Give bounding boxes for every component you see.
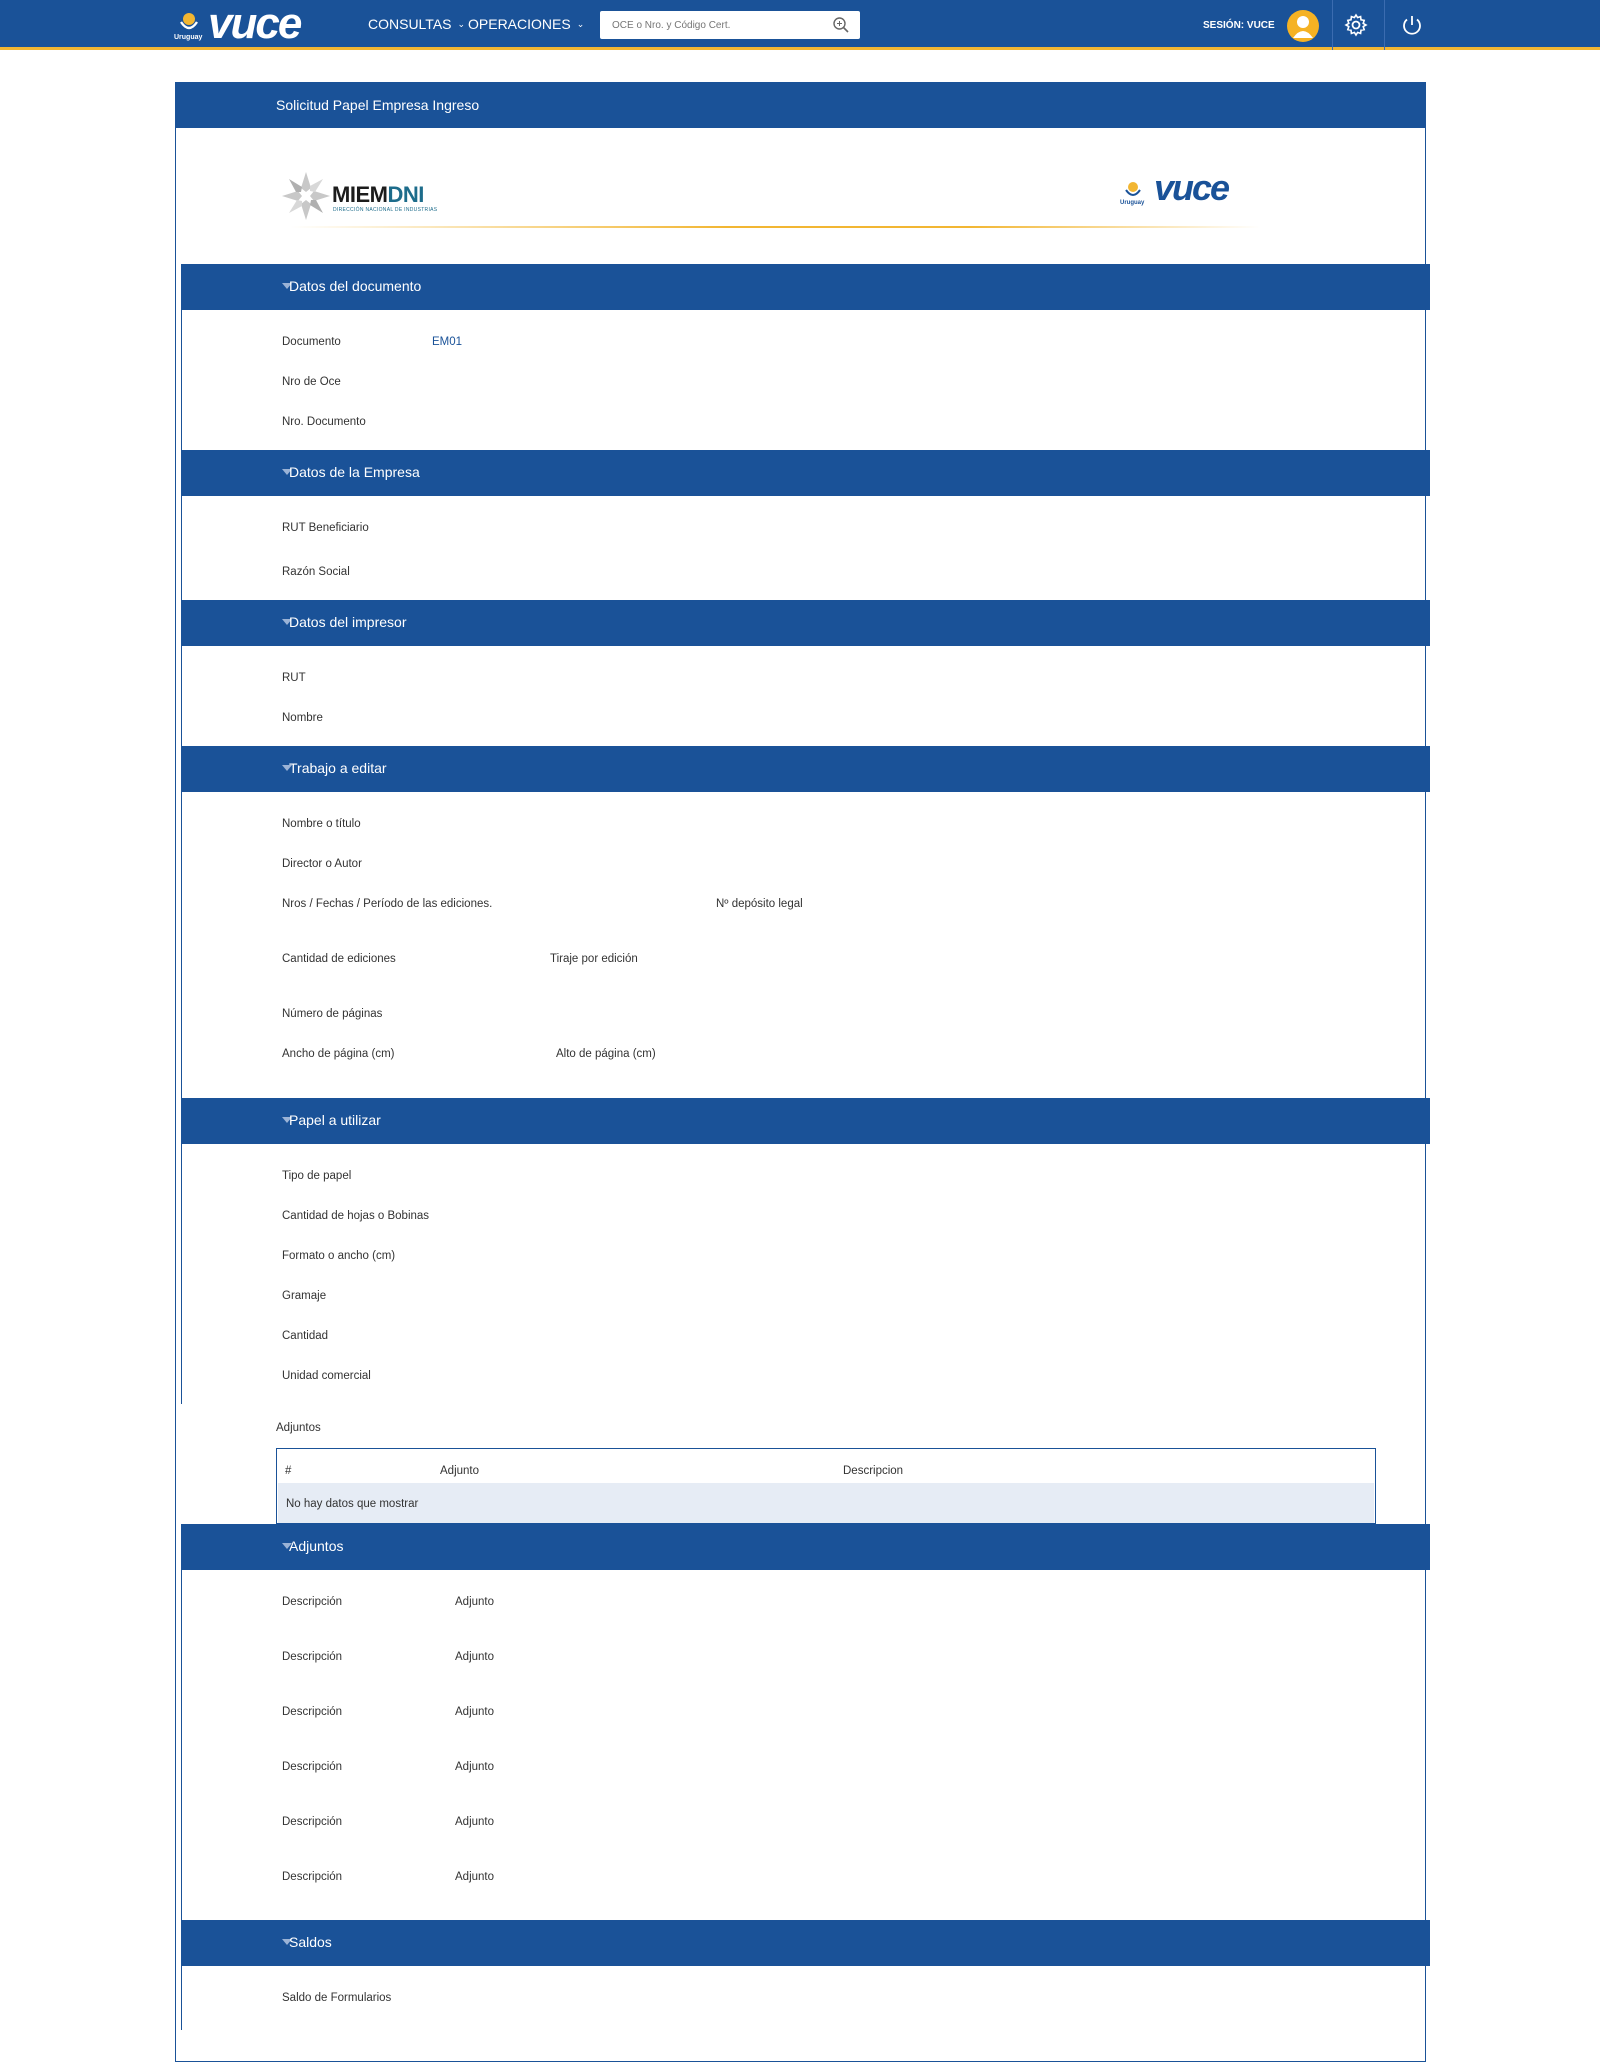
section-title: Papel a utilizar — [289, 1112, 381, 1128]
adjunto-label: Adjunto — [455, 1871, 495, 1883]
column-header-number[interactable]: # — [285, 1465, 292, 1477]
miem-dni-logo-text — [332, 182, 424, 208]
section-title: Trabajo a editar — [289, 760, 387, 776]
section-border — [181, 1144, 182, 1404]
miem-star-icon — [280, 170, 332, 222]
nav-consultas-label: CONSULTAS — [368, 16, 452, 32]
saldo-formularios-label: Saldo de Formularios — [282, 1992, 392, 2004]
miem-text: MIEM — [332, 182, 388, 207]
descripcion-label: Descripción — [282, 1596, 343, 1608]
vuce-logo-word: vuce — [1154, 167, 1229, 208]
topbar-divider — [1332, 0, 1333, 50]
nro-oce-label: Nro de Oce — [282, 376, 341, 388]
adjunto-label: Adjunto — [455, 1706, 495, 1718]
top-navigation-bar — [0, 0, 1600, 50]
uruguay-sun-icon — [178, 10, 200, 34]
panel-header — [175, 82, 1426, 128]
nav-operaciones[interactable] — [468, 16, 584, 32]
gear-icon[interactable] — [1344, 13, 1368, 37]
cantidad-label: Cantidad — [282, 1330, 329, 1342]
adjunto-label: Adjunto — [455, 1651, 495, 1663]
section-saldos[interactable] — [181, 1920, 1430, 1966]
logos-banner — [280, 168, 1280, 232]
vuce-logo-secondary — [1120, 167, 1250, 212]
vuce-logo-country: Uruguay — [1120, 200, 1145, 206]
form-panel — [175, 82, 1426, 2062]
nro-documento-label: Nro. Documento — [282, 416, 366, 428]
descripcion-label: Descripción — [282, 1706, 343, 1718]
chevron-down-icon: ⌄ — [576, 19, 585, 29]
search-icon[interactable] — [832, 16, 850, 34]
adjunto-label: Adjunto — [455, 1761, 495, 1773]
ancho-pagina-label: Ancho de página (cm) — [282, 1048, 395, 1060]
topbar-divider — [1384, 0, 1385, 50]
director-autor-label: Director o Autor — [282, 858, 362, 870]
cantidad-hojas-label: Cantidad de hojas o Bobinas — [282, 1210, 430, 1222]
empty-message: No hay datos que mostrar — [286, 1498, 419, 1510]
brand-word: vuce — [208, 0, 301, 48]
unidad-comercial-label: Unidad comercial — [282, 1370, 371, 1382]
section-datos-documento[interactable] — [181, 264, 1430, 310]
descripcion-label: Descripción — [282, 1816, 343, 1828]
session-label: SESIÓN: VUCE — [1203, 20, 1275, 31]
documento-value: EM01 — [432, 336, 463, 348]
section-border — [181, 646, 182, 746]
adjuntos-table-title: Adjuntos — [276, 1422, 321, 1434]
table-empty-row — [278, 1483, 1374, 1523]
panel-title: Solicitud Papel Empresa Ingreso — [276, 97, 480, 113]
deposito-legal-label: Nº depósito legal — [716, 898, 803, 910]
rut-impresor-label: RUT — [282, 672, 306, 684]
vuce-logo[interactable] — [174, 0, 314, 48]
section-border — [181, 1570, 182, 1920]
section-trabajo-editar[interactable] — [181, 746, 1430, 792]
chevron-down-icon: ⌄ — [457, 19, 466, 29]
brand-country: Uruguay — [174, 34, 203, 41]
cantidad-ediciones-label: Cantidad de ediciones — [282, 953, 396, 965]
section-title: Datos del impresor — [289, 614, 407, 630]
section-datos-empresa[interactable] — [181, 450, 1430, 496]
gramaje-label: Gramaje — [282, 1290, 327, 1302]
miem-dni-subtitle: DIRECCIÓN NACIONAL DE INDUSTRIAS — [333, 207, 438, 213]
section-datos-impresor[interactable] — [181, 600, 1430, 646]
numero-paginas-label: Número de páginas — [282, 1008, 383, 1020]
nombre-impresor-label: Nombre — [282, 712, 323, 724]
adjunto-label: Adjunto — [455, 1816, 495, 1828]
descripcion-label: Descripción — [282, 1651, 343, 1663]
razon-social-label: Razón Social — [282, 566, 350, 578]
search-box — [600, 11, 860, 39]
alto-pagina-label: Alto de página (cm) — [556, 1048, 656, 1060]
uruguay-sun-icon — [1124, 180, 1142, 200]
user-icon — [1287, 10, 1319, 42]
section-border — [181, 1966, 182, 2030]
documento-label: Documento — [282, 336, 341, 348]
section-border — [181, 496, 182, 600]
adjuntos-table — [276, 1448, 1376, 1524]
tiraje-label: Tiraje por edición — [550, 953, 638, 965]
column-header-descripcion[interactable]: Descripcion — [843, 1465, 904, 1477]
adjunto-label: Adjunto — [455, 1596, 495, 1608]
formato-ancho-label: Formato o ancho (cm) — [282, 1250, 396, 1262]
descripcion-label: Descripción — [282, 1871, 343, 1883]
dni-text: DNI — [387, 182, 424, 207]
power-icon[interactable] — [1400, 13, 1424, 37]
nombre-titulo-label: Nombre o título — [282, 818, 361, 830]
column-header-adjunto[interactable]: Adjunto — [440, 1465, 480, 1477]
section-adjuntos[interactable] — [181, 1524, 1430, 1570]
rut-beneficiario-label: RUT Beneficiario — [282, 522, 369, 534]
section-title: Saldos — [289, 1934, 332, 1950]
nros-fechas-label: Nros / Fechas / Período de las ediciones. — [282, 898, 493, 910]
section-border — [181, 792, 182, 1098]
nav-operaciones-label: OPERACIONES — [468, 16, 571, 32]
user-avatar[interactable] — [1287, 10, 1319, 42]
tipo-papel-label: Tipo de papel — [282, 1170, 352, 1182]
section-papel-utilizar[interactable] — [181, 1098, 1430, 1144]
section-title: Datos del documento — [289, 278, 422, 294]
section-title: Adjuntos — [289, 1538, 344, 1554]
section-border — [181, 310, 182, 450]
logo-divider — [290, 226, 1260, 228]
nav-consultas[interactable] — [368, 16, 465, 32]
section-title: Datos de la Empresa — [289, 464, 420, 480]
descripcion-label: Descripción — [282, 1761, 343, 1773]
search-input[interactable] — [600, 11, 820, 39]
